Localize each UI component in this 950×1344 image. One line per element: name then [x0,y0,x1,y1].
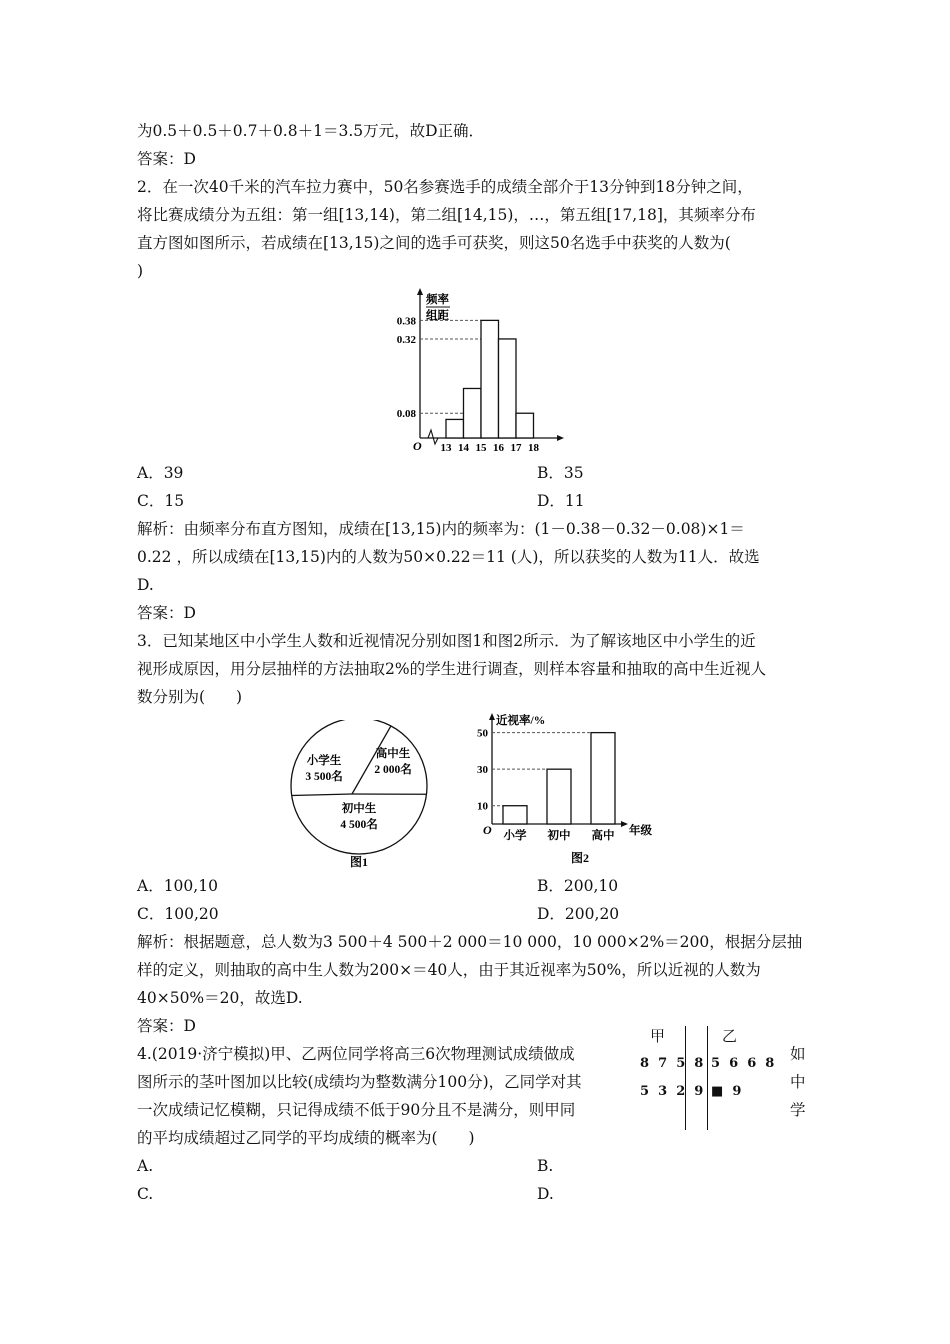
q4-option-d[interactable]: D. [537,1185,554,1203]
x-tick-label: 16 [493,442,504,454]
q2-option-b[interactable]: B．35 [537,464,584,482]
pie-value-senior: 2 000名 [374,764,412,776]
side-char-1: 如 [790,1045,806,1063]
q3-analysis-2: 样的定义，则抽取的高中生人数为200×＝40人，由于其近视率为50%，所以近视的人数为 [137,961,761,979]
header-jia: 甲 [650,1027,666,1045]
bar-高中 [591,733,615,824]
bar-初中 [547,769,571,824]
q3-line-2: 视形成原因，用分层抽样的方法抽取2%的学生进行调查，则样本容量和抽取的高中生近视人 [137,660,767,678]
histogram-bar [446,419,464,438]
myopia-rate-bar-chart [470,710,670,870]
y-axis-label: 近视率/% [496,715,546,727]
y-label-denominator: 组距 [426,310,449,322]
y-tick-label: 0.08 [396,408,416,421]
figure2-caption: 图2 [570,851,590,865]
pie-label-junior: 初中生 [341,803,377,815]
text-line: 为0.5＋0.5＋0.7＋0.8＋1＝3.5万元，故D正确． [137,122,485,140]
pie-label-senior: 高中生 [375,748,411,760]
q4-option-a[interactable]: A. [137,1157,154,1175]
histogram-bar [464,388,482,438]
row1-right-leaves: 5 6 6 8 [711,1056,775,1071]
histogram-bar [516,413,534,438]
histogram-bar [481,320,499,438]
q4-line-2: 图所示的茎叶图加以比较(成绩均为整数满分100分)，乙同学对其 [137,1073,582,1091]
y-tick-label: 30 [477,764,488,777]
q2-option-a[interactable]: A．39 [137,464,184,482]
x-axis-label: 年级 [629,825,652,837]
q2-answer: 答案：D [137,604,196,622]
x-category-label: 小学 [503,830,527,842]
q2-option-c[interactable]: C．15 [137,492,185,510]
x-axis-arrow [621,821,628,827]
y-tick-label: 0.38 [396,315,416,328]
q2-line-4: ) [137,262,144,280]
x-tick-label: 13 [440,442,452,454]
pie-value-junior: 4 500名 [340,819,378,831]
population-pie-chart [280,720,440,870]
q2-analysis-3: D. [137,576,154,594]
x-tick-label: 14 [458,442,469,454]
x-category-label: 初中 [547,830,571,842]
row2-left-leaves: 5 3 2 9 [640,1084,704,1099]
pie-value-primary: 3 500名 [305,771,343,783]
stem-divider-left [685,1026,686,1130]
figure1-caption: 图1 [349,855,369,869]
y-axis-arrow [489,713,495,720]
q4-option-c[interactable]: C. [137,1185,154,1203]
y-axis-arrow [417,288,423,295]
side-char-2: 中 [790,1073,806,1091]
q3-analysis-1: 解析：根据题意，总人数为3 500＋4 500＋2 000＝10 000，10 000×2%＝200，根据分层抽 [137,933,803,951]
row2-right-leaves: ■ 9 [711,1084,742,1099]
x-tick-label: 17 [510,442,522,454]
y-tick-label: 0.32 [396,333,416,346]
axis-break-mark [428,430,438,444]
x-tick-label: 15 [475,442,487,454]
bar-小学 [503,806,527,824]
pie-outline [291,720,427,854]
q4-line-1: 4.(2019·济宁模拟)甲、乙两位同学将高三6次物理测试成绩做成 [137,1045,575,1063]
origin-label: O [483,823,492,837]
x-tick-label: 18 [528,442,539,454]
q2-analysis-1: 解析：由频率分布直方图知，成绩在[13,15)内的频率为：(1－0.38－0.32－0.08)×1＝ [137,520,745,538]
y-label-numerator: 频率 [426,294,449,306]
q3-answer: 答案：D [137,1017,196,1035]
q2-option-d[interactable]: D．11 [537,492,585,510]
q2-line-2: 将比赛成绩分为五组：第一组[13,14)，第二组[14,15)，…，第五组[17,18]，其频率分布 [137,206,756,224]
x-axis-arrow [557,435,564,441]
histogram-bar [499,339,517,438]
q2-line-1: 2．在一次40千米的汽车拉力赛中，50名参赛选手的成绩全部介于13分钟到18分钟之间， [137,178,753,196]
q3-option-d[interactable]: D．200,20 [537,905,620,923]
stem-leaf-plot [640,1027,780,1130]
q4-line-4: 的平均成绩超过乙同学的平均成绩的概率为( ) [137,1129,475,1147]
pie-label-primary: 小学生 [306,755,342,767]
q4-line-3: 一次成绩记忆模糊，只记得成绩不低于90分且不是满分，则甲同 [137,1101,576,1119]
q3-analysis-3: 40×50%＝20，故选D. [137,989,303,1007]
q3-option-a[interactable]: A．100,10 [137,877,218,895]
side-char-3: 学 [790,1101,806,1119]
q4-option-b[interactable]: B. [537,1157,554,1175]
answer-line: 答案：D [137,150,196,168]
row1-left-leaves: 8 7 5 8 [640,1056,704,1071]
x-category-label: 高中 [591,830,615,842]
q3-option-b[interactable]: B．200,10 [537,877,619,895]
q3-option-c[interactable]: C．100,20 [137,905,219,923]
frequency-histogram [380,288,570,458]
header-yi: 乙 [722,1027,738,1045]
y-tick-label: 10 [477,800,488,813]
q2-line-3: 直方图如图所示，若成绩在[13,15)之间的选手可获奖，则这50名选手中获奖的人数为( [137,234,731,252]
y-tick-label: 50 [477,727,488,740]
q3-line-1: 3．已知某地区中小学生人数和近视情况分别如图1和图2所示．为了解该地区中小学生的近 [137,632,756,650]
stem-divider-right [707,1026,708,1130]
q2-analysis-2: 0.22 ，所以成绩在[13,15)内的人数为50×0.22＝11 (人)，所以获奖的人数为11人．故选 [137,548,760,566]
origin-label: O [413,439,422,453]
q3-line-3: 数分别为( ) [137,688,243,706]
